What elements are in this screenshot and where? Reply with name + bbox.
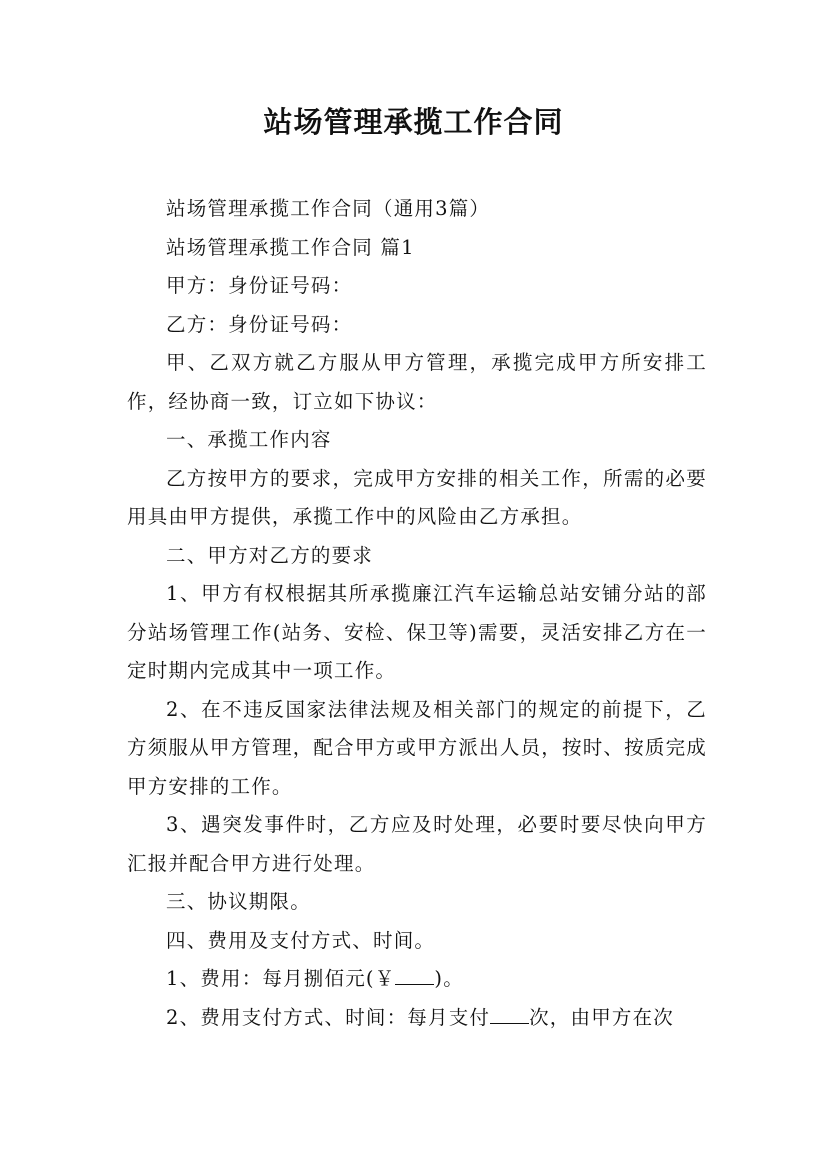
document-title: 站场管理承揽工作合同 — [263, 105, 564, 139]
paragraph-section-4-heading: 四、费用及支付方式、时间。 — [166, 928, 436, 952]
fee-prefix: 1、费用：每月捌佰元(￥ — [166, 967, 396, 990]
paragraph-party-b: 乙方：身份证号码： — [166, 312, 353, 336]
paragraph-clause-2-3: 3、遇突发事件时，乙方应及时处理，必要时要尽快向甲方汇报并配合甲方进行处理。 — [127, 813, 707, 875]
paragraph-preamble: 甲、乙双方就乙方服从甲方管理，承揽完成甲方所安排工作，经协商一致，订立如下协议： — [127, 351, 707, 413]
paragraph-part-heading: 站场管理承揽工作合同 篇1 — [166, 235, 415, 259]
paragraph-section-1-heading: 一、承揽工作内容 — [166, 428, 332, 451]
paragraph-clause-2-2: 2、在不违反国家法律法规及相关部门的规定的前提下，乙方须服从甲方管理，配合甲方或甲方派出人员，按时、按质完成甲方安排的工作。 — [127, 697, 707, 798]
paragraph-clause-2-1: 1、甲方有权根据其所承揽廉江汽车运输总站安铺分站的部分站场管理工作(站务、安检、保卫等)需要，灵活安排乙方在一定时期内完成其中一项工作。 — [127, 582, 707, 682]
payment-prefix: 2、费用支付方式、时间：每月支付 — [166, 1005, 491, 1029]
paragraph-fee — [127, 960, 707, 999]
paragraph-section-2-heading: 二、甲方对乙方的要求 — [166, 543, 374, 567]
payment-times-blank — [490, 1003, 529, 1024]
paragraph-party-a: 甲方：身份证号码： — [166, 274, 353, 297]
fee-suffix: )。 — [434, 967, 464, 990]
paragraph-subtitle: 站场管理承揽工作合同（通用3篇） — [166, 197, 491, 220]
paragraph-section-3-heading: 三、协议期限。 — [166, 890, 311, 913]
fee-amount-blank — [395, 965, 434, 986]
document-body — [127, 190, 707, 1037]
paragraph-section-1-body: 乙方按甲方的要求，完成甲方安排的相关工作，所需的必要用具由甲方提供，承揽工作中的风险由乙方承担。 — [127, 466, 707, 528]
payment-suffix: 次，由甲方在次 — [529, 1005, 675, 1029]
paragraph-payment — [127, 999, 707, 1038]
